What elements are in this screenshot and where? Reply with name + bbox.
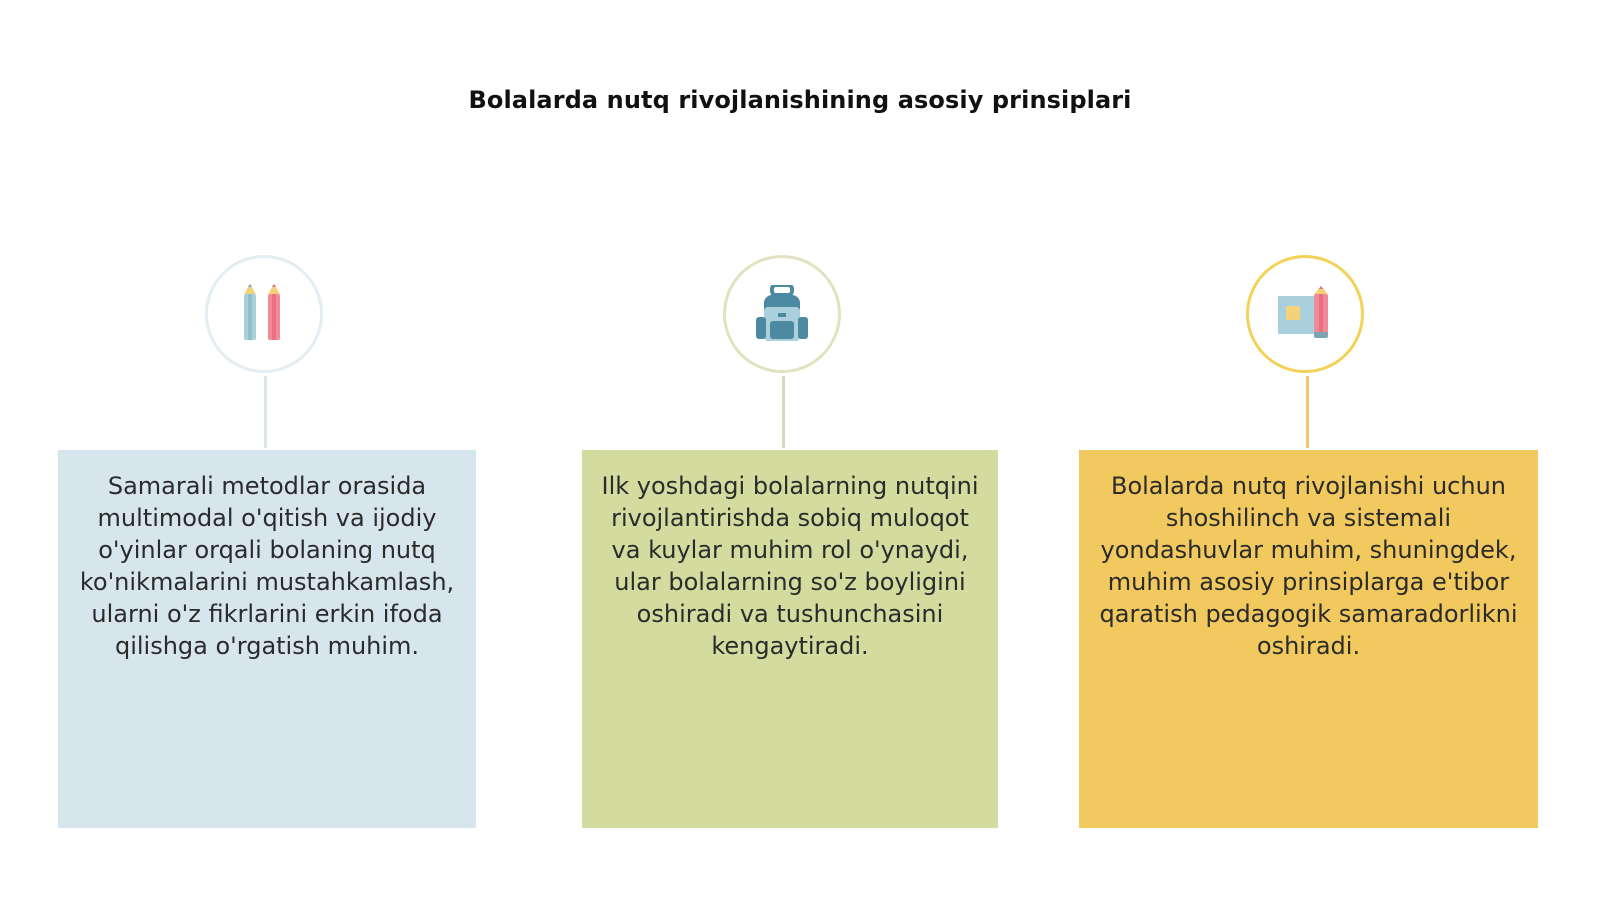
connector-line-2: [782, 376, 785, 448]
backpack-icon: [752, 285, 812, 343]
drawing-pencil-icon: [1276, 286, 1334, 342]
principle-card-1: [58, 450, 476, 828]
pencils-icon: [238, 284, 290, 344]
connector-line-1: [264, 376, 267, 448]
principle-text-1: Samarali metodlar orasida multimodal o'qitish va ijodiy o'yinlar orqali bolaning nutq ko'nikmalarini mustahkamlash, ularni o'z fikrlarini erkin ifoda qilishga o'rgatish muhim.: [79, 472, 455, 660]
slide-title: Bolalarda nutq rivojlanishining asosiy prinsiplari: [468, 86, 1132, 114]
principle-card-3: [1079, 450, 1538, 828]
principle-text-2: Ilk yoshdagi bolalarning nutqini rivojlantirishda sobiq muloqot va kuylar muhim rol o'ynaydi, ular bolalarning so'z boyligini oshiradi va tushunchasini kengaytiradi.: [601, 472, 979, 660]
icon-ring-1: [205, 255, 323, 373]
connector-line-3: [1306, 376, 1309, 448]
principle-text-3: Bolalarda nutq rivojlanishi uchun shoshilinch va sistemali yondashuvlar muhim, shuningdek, muhim asosiy prinsiplarga e'tibor qaratish pedagogik samaradorlikni oshiradi.: [1099, 472, 1518, 660]
icon-ring-2: [723, 255, 841, 373]
principle-card-2: [582, 450, 998, 828]
icon-ring-3: [1246, 255, 1364, 373]
